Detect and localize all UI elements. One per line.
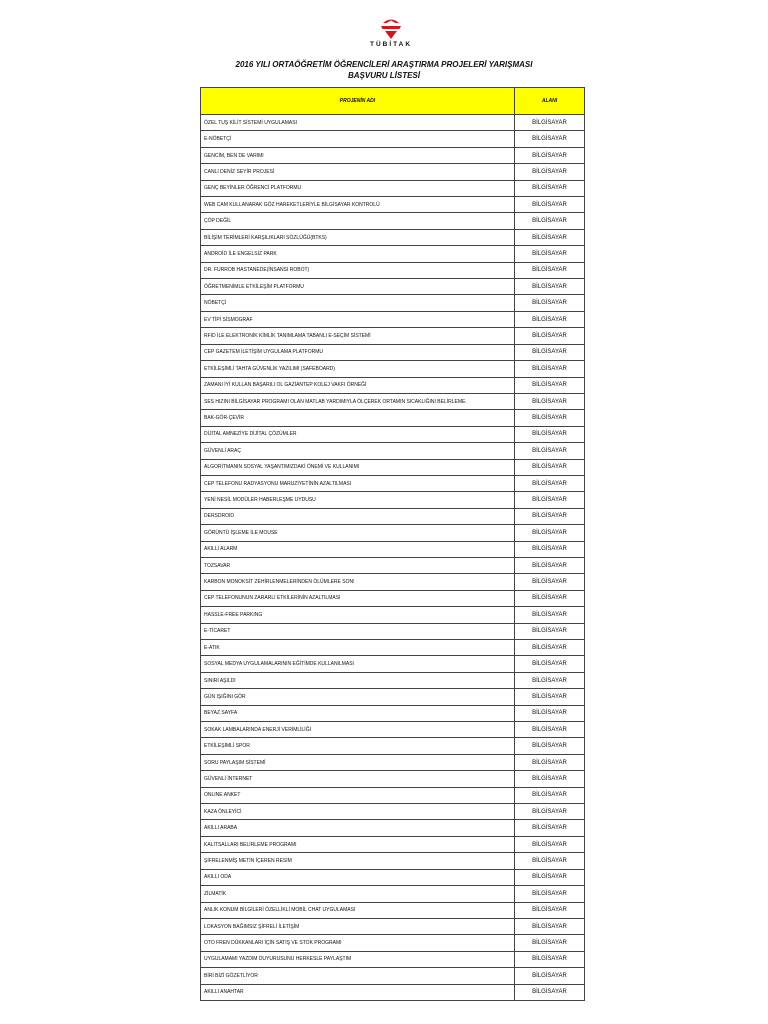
table-row bbox=[201, 754, 585, 770]
project-field-cell: BİLGİSAYAR bbox=[515, 377, 585, 393]
project-name-cell: GÖRÜNTÜ İŞLEME İLE MOUSE bbox=[201, 525, 515, 541]
project-name-cell: YENİ NESİL MODÜLER HABERLEŞME UYDUSU bbox=[201, 492, 515, 508]
table-row bbox=[201, 164, 585, 180]
project-name-cell: CEP GAZETEM İLETİŞİM UYGULAMA PLATFORMU bbox=[201, 344, 515, 360]
table-row bbox=[201, 279, 585, 295]
project-name-cell: GENÇ BEYİNLER ÖĞRENCİ PLATFORMU bbox=[201, 180, 515, 196]
table-row bbox=[201, 869, 585, 885]
project-name-cell: WEB CAM KULLANARAK GÖZ HAREKETLERİYLE BİLGİSAYAR KONTROLÜ bbox=[201, 197, 515, 213]
table-row bbox=[201, 984, 585, 1000]
column-header-project-name: PROJENİN ADI bbox=[201, 88, 515, 115]
project-field-cell: BİLGİSAYAR bbox=[515, 262, 585, 278]
table-row bbox=[201, 902, 585, 918]
project-name-cell: GÜVENLİ İNTERNET bbox=[201, 771, 515, 787]
column-header-field: ALANI bbox=[515, 88, 585, 115]
project-name-cell: CEP TELEFONUNUN ZARARLI ETKİLERİNİN AZALTILMASI bbox=[201, 590, 515, 606]
table-row bbox=[201, 459, 585, 475]
table-row bbox=[201, 443, 585, 459]
project-field-cell: BİLGİSAYAR bbox=[515, 804, 585, 820]
project-name-cell: BAK-GÖR-ÇEVİR bbox=[201, 410, 515, 426]
project-field-cell: BİLGİSAYAR bbox=[515, 935, 585, 951]
project-field-cell: BİLGİSAYAR bbox=[515, 311, 585, 327]
project-name-cell: DİJİTAL AMNEZİYE DİJİTAL ÇÖZÜMLER bbox=[201, 426, 515, 442]
project-field-cell: BİLGİSAYAR bbox=[515, 361, 585, 377]
table-row bbox=[201, 918, 585, 934]
project-name-cell: AKILLI ARABA bbox=[201, 820, 515, 836]
project-field-cell: BİLGİSAYAR bbox=[515, 525, 585, 541]
table-row bbox=[201, 328, 585, 344]
table-row bbox=[201, 607, 585, 623]
project-field-cell: BİLGİSAYAR bbox=[515, 607, 585, 623]
project-name-cell: ETKİLEŞİMLİ TAHTA GÜVENLİK YAZILIMI (SAFEBOARD) bbox=[201, 361, 515, 377]
table-row bbox=[201, 968, 585, 984]
table-row bbox=[201, 246, 585, 262]
project-name-cell: GÜVENLİ ARAÇ bbox=[201, 443, 515, 459]
project-field-cell: BİLGİSAYAR bbox=[515, 705, 585, 721]
table-row bbox=[201, 820, 585, 836]
tubitak-logo bbox=[367, 14, 415, 58]
project-name-cell: ANLIK KONUM BİLGİLERİ ÖZELLİKLİ MOBİL CHAT UYGULAMASI bbox=[201, 902, 515, 918]
project-name-cell: AKILLI ODA bbox=[201, 869, 515, 885]
project-field-cell: BİLGİSAYAR bbox=[515, 164, 585, 180]
table-row bbox=[201, 836, 585, 852]
project-name-cell: DR. FURROB HASTANEDE(İNSANSI ROBOT) bbox=[201, 262, 515, 278]
project-name-cell: LOKASYON BAĞIMSIZ ŞİFRELİ İLETİŞİM bbox=[201, 918, 515, 934]
project-name-cell: GÜN IŞIĞINI GÖR bbox=[201, 689, 515, 705]
project-field-cell: BİLGİSAYAR bbox=[515, 918, 585, 934]
project-name-cell: ZİLMATİK bbox=[201, 886, 515, 902]
table-row bbox=[201, 853, 585, 869]
table-row bbox=[201, 213, 585, 229]
project-field-cell: BİLGİSAYAR bbox=[515, 771, 585, 787]
table-row bbox=[201, 656, 585, 672]
table-row bbox=[201, 705, 585, 721]
project-name-cell: AKILLI ALARM bbox=[201, 541, 515, 557]
project-field-cell: BİLGİSAYAR bbox=[515, 443, 585, 459]
project-name-cell: ŞİFRELENMİŞ METİN İÇEREN RESİM bbox=[201, 853, 515, 869]
project-field-cell: BİLGİSAYAR bbox=[515, 722, 585, 738]
project-name-cell: BİRİ BİZİ GÖZETLİYOR bbox=[201, 968, 515, 984]
page-title: 2016 YILI ORTAÖĞRETİM ÖĞRENCİLERİ ARAŞTIRMA PROJELERİ YARIŞMASI bbox=[235, 60, 533, 69]
table-row bbox=[201, 672, 585, 688]
table-row bbox=[201, 377, 585, 393]
project-field-cell: BİLGİSAYAR bbox=[515, 951, 585, 967]
table-row bbox=[201, 787, 585, 803]
project-name-cell: SOSYAL MEDYA UYGULAMALARININ EĞİTİMDE KULLANILMASI bbox=[201, 656, 515, 672]
project-field-cell: BİLGİSAYAR bbox=[515, 886, 585, 902]
project-field-cell: BİLGİSAYAR bbox=[515, 459, 585, 475]
table-row bbox=[201, 557, 585, 573]
project-field-cell: BİLGİSAYAR bbox=[515, 344, 585, 360]
project-name-cell: OTO FREN DÜKKANLARI İÇİN SATIŞ VE STOK PROGRAMI bbox=[201, 935, 515, 951]
project-field-cell: BİLGİSAYAR bbox=[515, 328, 585, 344]
table-row bbox=[201, 738, 585, 754]
project-name-cell: ÖZEL TUŞ KİLİT SİSTEMİ UYGULAMASI bbox=[201, 115, 515, 131]
table-row bbox=[201, 951, 585, 967]
project-name-cell: CANLI DENİZ SEYİR PROJESİ bbox=[201, 164, 515, 180]
project-field-cell: BİLGİSAYAR bbox=[515, 246, 585, 262]
project-field-cell: BİLGİSAYAR bbox=[515, 393, 585, 409]
table-row bbox=[201, 393, 585, 409]
project-field-cell: BİLGİSAYAR bbox=[515, 689, 585, 705]
table-row bbox=[201, 180, 585, 196]
project-name-cell: AKILLI ANAHTAR bbox=[201, 984, 515, 1000]
project-field-cell: BİLGİSAYAR bbox=[515, 640, 585, 656]
project-name-cell: E-NÖBETÇİ bbox=[201, 131, 515, 147]
table-row bbox=[201, 197, 585, 213]
project-field-cell: BİLGİSAYAR bbox=[515, 197, 585, 213]
project-name-cell: CEP TELEFONU RADYASYONU MARUZİYETİNİN AZALTILMASI bbox=[201, 475, 515, 491]
table-row bbox=[201, 410, 585, 426]
application-table bbox=[200, 87, 585, 1001]
project-name-cell: ÖĞRETMENİMLE ETKİLEŞİM PLATFORMU bbox=[201, 279, 515, 295]
project-field-cell: BİLGİSAYAR bbox=[515, 672, 585, 688]
project-field-cell: BİLGİSAYAR bbox=[515, 229, 585, 245]
table-row bbox=[201, 886, 585, 902]
table-row bbox=[201, 262, 585, 278]
project-field-cell: BİLGİSAYAR bbox=[515, 475, 585, 491]
project-field-cell: BİLGİSAYAR bbox=[515, 968, 585, 984]
table-row bbox=[201, 492, 585, 508]
project-name-cell: EV TİPİ SİSMOGRAF bbox=[201, 311, 515, 327]
project-name-cell: UYGULAMAMI YAZDIM DUYURUSUNU HERKESLE PAYLAŞTIM bbox=[201, 951, 515, 967]
project-field-cell: BİLGİSAYAR bbox=[515, 213, 585, 229]
project-name-cell: ONLINE ANKET bbox=[201, 787, 515, 803]
table-row bbox=[201, 590, 585, 606]
table-row bbox=[201, 640, 585, 656]
project-name-cell: E-ATIK bbox=[201, 640, 515, 656]
project-field-cell: BİLGİSAYAR bbox=[515, 295, 585, 311]
table-row bbox=[201, 722, 585, 738]
project-name-cell: ZAMANI İYİ KULLAN BAŞARILI OL GAZİANTEP KOLEJ VAKFI ÖRNEĞİ bbox=[201, 377, 515, 393]
project-name-cell: SES HIZINI BİLGİSAYAR PROGRAMI OLAN MATLAB YARDIMIYLA ÖLÇEREK ORTAMIN SICAKLIĞINI BELİRLEME. bbox=[201, 393, 515, 409]
table-row bbox=[201, 131, 585, 147]
table-header-row bbox=[201, 88, 585, 115]
project-field-cell: BİLGİSAYAR bbox=[515, 279, 585, 295]
table-row bbox=[201, 541, 585, 557]
project-name-cell: E-TİCARET bbox=[201, 623, 515, 639]
project-field-cell: BİLGİSAYAR bbox=[515, 574, 585, 590]
table-row bbox=[201, 311, 585, 327]
project-field-cell: BİLGİSAYAR bbox=[515, 820, 585, 836]
table-row bbox=[201, 771, 585, 787]
table-row bbox=[201, 426, 585, 442]
table-row bbox=[201, 508, 585, 524]
project-name-cell: BEYAZ SAYFA bbox=[201, 705, 515, 721]
project-field-cell: BİLGİSAYAR bbox=[515, 410, 585, 426]
project-field-cell: BİLGİSAYAR bbox=[515, 131, 585, 147]
project-field-cell: BİLGİSAYAR bbox=[515, 656, 585, 672]
project-name-cell: ETKİLEŞİMLİ SPOR bbox=[201, 738, 515, 754]
project-field-cell: BİLGİSAYAR bbox=[515, 147, 585, 163]
logo-wordmark: TÜBİTAK bbox=[369, 41, 413, 48]
table-row bbox=[201, 361, 585, 377]
project-field-cell: BİLGİSAYAR bbox=[515, 869, 585, 885]
page-subtitle: BAŞVURU LİSTESİ bbox=[347, 71, 420, 80]
table-row bbox=[201, 229, 585, 245]
project-name-cell: KAZA ÖNLEYİCİ bbox=[201, 804, 515, 820]
project-field-cell: BİLGİSAYAR bbox=[515, 984, 585, 1000]
table-row bbox=[201, 115, 585, 131]
project-field-cell: BİLGİSAYAR bbox=[515, 754, 585, 770]
table-row bbox=[201, 689, 585, 705]
project-field-cell: BİLGİSAYAR bbox=[515, 902, 585, 918]
project-name-cell: HASSLE-FREE PARKING bbox=[201, 607, 515, 623]
project-field-cell: BİLGİSAYAR bbox=[515, 836, 585, 852]
project-name-cell: ALGORİTMANIN SOSYAL YAŞANTIMIZDAKİ ÖNEMİ VE KULLANIMI bbox=[201, 459, 515, 475]
project-name-cell: SOKAK LAMBALARINDA ENERJİ VERİMLİLİĞİ bbox=[201, 722, 515, 738]
project-field-cell: BİLGİSAYAR bbox=[515, 623, 585, 639]
table-row bbox=[201, 525, 585, 541]
project-field-cell: BİLGİSAYAR bbox=[515, 492, 585, 508]
project-name-cell: KARBON MONOKSİT ZEHİRLENMELERİNDEN ÖLÜMLERE SON! bbox=[201, 574, 515, 590]
project-name-cell: DERSDROID bbox=[201, 508, 515, 524]
project-name-cell: NÖBETÇİ bbox=[201, 295, 515, 311]
table-row bbox=[201, 344, 585, 360]
project-field-cell: BİLGİSAYAR bbox=[515, 557, 585, 573]
project-field-cell: BİLGİSAYAR bbox=[515, 853, 585, 869]
project-name-cell: KALITSALLARI BELİRLEME PROGRAMI bbox=[201, 836, 515, 852]
tubitak-logo-icon bbox=[378, 14, 404, 40]
project-name-cell: ANDROİD İLE ENGELSİZ PARK bbox=[201, 246, 515, 262]
project-field-cell: BİLGİSAYAR bbox=[515, 115, 585, 131]
project-field-cell: BİLGİSAYAR bbox=[515, 787, 585, 803]
project-field-cell: BİLGİSAYAR bbox=[515, 590, 585, 606]
table-row bbox=[201, 935, 585, 951]
project-name-cell: SINIRI AŞILDI bbox=[201, 672, 515, 688]
project-field-cell: BİLGİSAYAR bbox=[515, 738, 585, 754]
project-field-cell: BİLGİSAYAR bbox=[515, 180, 585, 196]
table-row bbox=[201, 475, 585, 491]
table-row bbox=[201, 623, 585, 639]
project-field-cell: BİLGİSAYAR bbox=[515, 508, 585, 524]
table-row bbox=[201, 574, 585, 590]
project-name-cell: GENCİM, BEN DE VARIMI bbox=[201, 147, 515, 163]
project-name-cell: BİLİŞİM TERİMLERİ KARŞILIKLARI SÖZLÜĞÜ(BTKS) bbox=[201, 229, 515, 245]
project-name-cell: RFID İLE ELEKTRONİK KİMLİK TANIMLAMA TABANLI E-SEÇİM SİSTEMİ bbox=[201, 328, 515, 344]
project-name-cell: SORU PAYLAŞIM SİSTEMİ bbox=[201, 754, 515, 770]
table-row bbox=[201, 295, 585, 311]
table-row bbox=[201, 804, 585, 820]
project-field-cell: BİLGİSAYAR bbox=[515, 426, 585, 442]
table-row bbox=[201, 147, 585, 163]
project-name-cell: TOZSAVAR bbox=[201, 557, 515, 573]
project-name-cell: ÇÖP DEĞİL bbox=[201, 213, 515, 229]
project-field-cell: BİLGİSAYAR bbox=[515, 541, 585, 557]
